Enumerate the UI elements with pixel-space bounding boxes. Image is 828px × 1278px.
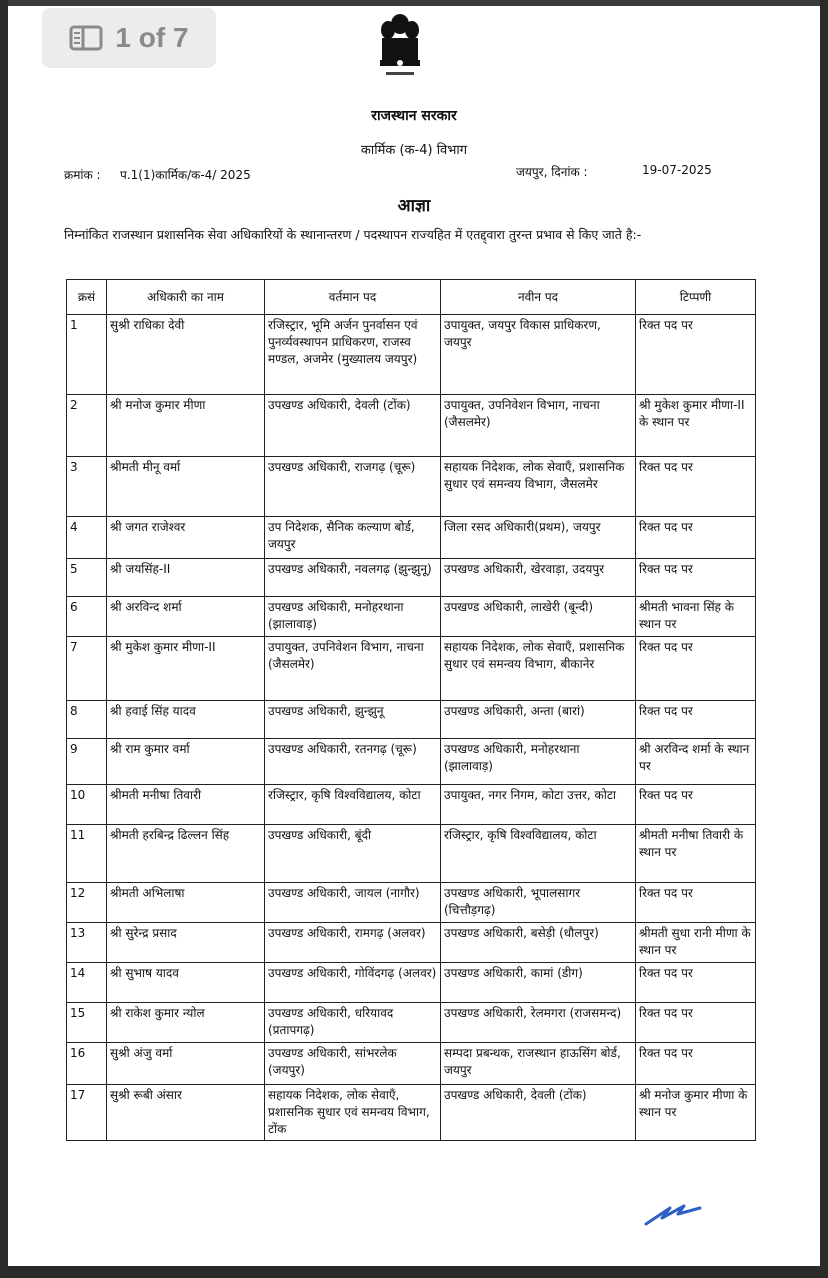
table-row [67, 1003, 756, 1043]
cell-new-post: उपायुक्त, जयपुर विकास प्राधिकरण, जयपुर [441, 315, 636, 395]
cell-serial: 3 [67, 457, 107, 517]
cell-new-post: उपखण्ड अधिकारी, रेलमगरा (राजसमन्द) [441, 1003, 636, 1043]
cell-officer-name: श्रीमती हरबिन्द्र ढिल्लन सिंह [107, 825, 265, 883]
table-row [67, 517, 756, 559]
cell-serial: 6 [67, 597, 107, 637]
table-row [67, 597, 756, 637]
cell-officer-name: श्री जगत राजेश्वर [107, 517, 265, 559]
table-row [67, 785, 756, 825]
cell-current-post: उपखण्ड अधिकारी, रतनगढ़ (चूरू) [265, 739, 441, 785]
transfer-table [66, 279, 756, 1141]
cell-current-post: रजिस्ट्रार, कृषि विश्वविद्यालय, कोटा [265, 785, 441, 825]
cell-remarks: रिक्त पद पर [636, 315, 756, 395]
cell-officer-name: श्री हवाई सिंह यादव [107, 701, 265, 739]
cell-current-post: सहायक निदेशक, लोक सेवाएँ, प्रशासनिक सुधार एवं समन्वय विभाग, टोंक [265, 1085, 441, 1141]
cell-current-post: उपखण्ड अधिकारी, जायल (नागौर) [265, 883, 441, 923]
cell-serial: 14 [67, 963, 107, 1003]
place-date-label: जयपुर, दिनांक : [516, 165, 588, 179]
cell-current-post: उपखण्ड अधिकारी, धरियावद (प्रतापगढ़) [265, 1003, 441, 1043]
cell-current-post: उपखण्ड अधिकारी, गोविंदगढ़ (अलवर) [265, 963, 441, 1003]
cell-current-post: उपखण्ड अधिकारी, रामगढ़ (अलवर) [265, 923, 441, 963]
table-header-row [67, 280, 756, 315]
cell-current-post: उपखण्ड अधिकारी, मनोहरथाना (झालावाड़) [265, 597, 441, 637]
cell-serial: 4 [67, 517, 107, 559]
table-row [67, 701, 756, 739]
book-icon [69, 25, 103, 51]
header-serial: क्रसं [67, 280, 107, 315]
cell-officer-name: श्रीमती मीनू वर्मा [107, 457, 265, 517]
cell-serial: 2 [67, 395, 107, 457]
cell-new-post: सहायक निदेशक, लोक सेवाएँ, प्रशासनिक सुधार एवं समन्वय विभाग, जैसलमेर [441, 457, 636, 517]
cell-new-post: उपायुक्त, उपनिवेशन विभाग, नाचना (जैसलमेर) [441, 395, 636, 457]
viewer-top-strip [8, 0, 820, 6]
government-title: राजस्थान सरकार [371, 108, 457, 124]
cell-new-post: जिला रसद अधिकारी(प्रथम), जयपुर [441, 517, 636, 559]
cell-serial: 15 [67, 1003, 107, 1043]
cell-new-post: उपायुक्त, नगर निगम, कोटा उत्तर, कोटा [441, 785, 636, 825]
cell-remarks: रिक्त पद पर [636, 785, 756, 825]
cell-serial: 9 [67, 739, 107, 785]
cell-remarks: रिक्त पद पर [636, 1043, 756, 1085]
cell-new-post: उपखण्ड अधिकारी, लाखेरी (बून्दी) [441, 597, 636, 637]
state-emblem-icon [374, 10, 426, 82]
cell-new-post: उपखण्ड अधिकारी, अन्ता (बारां) [441, 701, 636, 739]
cell-remarks: श्री मनोज कुमार मीणा के स्थान पर [636, 1085, 756, 1141]
cell-serial: 10 [67, 785, 107, 825]
table-row [67, 825, 756, 883]
table-row [67, 1043, 756, 1085]
cell-remarks: रिक्त पद पर [636, 457, 756, 517]
header-remarks: टिप्पणी [636, 280, 756, 315]
cell-current-post: उपखण्ड अधिकारी, देवली (टोंक) [265, 395, 441, 457]
cell-remarks: रिक्त पद पर [636, 883, 756, 923]
table-row [67, 923, 756, 963]
cell-officer-name: श्रीमती मनीषा तिवारी [107, 785, 265, 825]
intro-text: निम्नांकित राजस्थान प्रशासनिक सेवा अधिकारियों के स्थानान्तरण / पदस्थापन राज्यहित में एतद्द्वारा तुरन्त प्रभाव से किए जाते है:- [64, 227, 642, 242]
cell-remarks: श्री अरविन्द शर्मा के स्थान पर [636, 739, 756, 785]
cell-officer-name: श्री मुकेश कुमार मीणा-II [107, 637, 265, 701]
cell-remarks: श्रीमती भावना सिंह के स्थान पर [636, 597, 756, 637]
table-row [67, 637, 756, 701]
cell-current-post: उपखण्ड अधिकारी, राजगढ़ (चूरू) [265, 457, 441, 517]
page-indicator[interactable] [42, 8, 216, 68]
cell-officer-name: श्री राकेश कुमार न्योल [107, 1003, 265, 1043]
viewer-bottom-strip [8, 1266, 820, 1278]
table-row [67, 883, 756, 923]
cell-officer-name: श्रीमती अभिलाषा [107, 883, 265, 923]
cell-current-post: उपखण्ड अधिकारी, सांभरलेक (जयपुर) [265, 1043, 441, 1085]
cell-current-post: उपखण्ड अधिकारी, नवलगढ़ (झुन्झुनू) [265, 559, 441, 597]
cell-current-post: उप निदेशक, सैनिक कल्याण बोर्ड, जयपुर [265, 517, 441, 559]
cell-new-post: सम्पदा प्रबन्धक, राजस्थान हाऊसिंग बोर्ड, जयपुर [441, 1043, 636, 1085]
table-row [67, 559, 756, 597]
header-current-post: वर्तमान पद [265, 280, 441, 315]
cell-serial: 16 [67, 1043, 107, 1085]
cell-remarks: श्रीमती सुधा रानी मीणा के स्थान पर [636, 923, 756, 963]
cell-serial: 1 [67, 315, 107, 395]
cell-serial: 13 [67, 923, 107, 963]
cell-current-post: उपायुक्त, उपनिवेशन विभाग, नाचना (जैसलमेर) [265, 637, 441, 701]
header-new-post: नवीन पद [441, 280, 636, 315]
cell-current-post: उपखण्ड अधिकारी, झुन्झुनू [265, 701, 441, 739]
department-title: कार्मिक (क-4) विभाग [360, 143, 468, 158]
cell-officer-name: सुश्री अंजु वर्मा [107, 1043, 265, 1085]
cell-new-post: उपखण्ड अधिकारी, कामां (डीग) [441, 963, 636, 1003]
table-row [67, 1085, 756, 1141]
signature-mark [640, 1188, 710, 1228]
cell-serial: 5 [67, 559, 107, 597]
cell-serial: 11 [67, 825, 107, 883]
header-officer-name: अधिकारी का नाम [107, 280, 265, 315]
cell-serial: 17 [67, 1085, 107, 1141]
page-indicator-label: 1 of 7 [115, 22, 189, 53]
table-row [67, 395, 756, 457]
cell-serial: 7 [67, 637, 107, 701]
order-date: 19-07-2025 [642, 163, 712, 177]
reference-label: क्रमांक : [64, 168, 101, 182]
cell-new-post: उपखण्ड अधिकारी, मनोहरथाना (झालावाड़) [441, 739, 636, 785]
cell-officer-name: श्री सुभाष यादव [107, 963, 265, 1003]
cell-serial: 8 [67, 701, 107, 739]
cell-new-post: उपखण्ड अधिकारी, बसेड़ी (धौलपुर) [441, 923, 636, 963]
cell-remarks: रिक्त पद पर [636, 963, 756, 1003]
cell-officer-name: सुश्री रूबी अंसार [107, 1085, 265, 1141]
reference-number: प.1(1)कार्मिक/क-4/ 2025 [120, 168, 251, 182]
cell-officer-name: श्री मनोज कुमार मीणा [107, 395, 265, 457]
table-row [67, 963, 756, 1003]
order-title: आज्ञा [397, 196, 431, 216]
viewer-frame-right [820, 0, 828, 1278]
cell-officer-name: श्री जयसिंह-II [107, 559, 265, 597]
cell-officer-name: सुश्री राधिका देवी [107, 315, 265, 395]
cell-remarks: श्रीमती मनीषा तिवारी के स्थान पर [636, 825, 756, 883]
cell-new-post: उपखण्ड अधिकारी, देवली (टोंक) [441, 1085, 636, 1141]
cell-remarks: श्री मुकेश कुमार मीणा-II के स्थान पर [636, 395, 756, 457]
cell-remarks: रिक्त पद पर [636, 559, 756, 597]
cell-serial: 12 [67, 883, 107, 923]
cell-new-post: उपखण्ड अधिकारी, भूपालसागर (चित्तौड़गढ़) [441, 883, 636, 923]
cell-current-post: उपखण्ड अधिकारी, बूंदी [265, 825, 441, 883]
cell-officer-name: श्री राम कुमार वर्मा [107, 739, 265, 785]
cell-new-post: रजिस्ट्रार, कृषि विश्वविद्यालय, कोटा [441, 825, 636, 883]
cell-officer-name: श्री अरविन्द शर्मा [107, 597, 265, 637]
table-row [67, 315, 756, 395]
cell-remarks: रिक्त पद पर [636, 701, 756, 739]
table-row [67, 457, 756, 517]
cell-remarks: रिक्त पद पर [636, 1003, 756, 1043]
cell-remarks: रिक्त पद पर [636, 637, 756, 701]
viewer-frame-left [0, 0, 8, 1278]
cell-new-post: उपखण्ड अधिकारी, खेरवाड़ा, उदयपुर [441, 559, 636, 597]
table-row [67, 739, 756, 785]
cell-remarks: रिक्त पद पर [636, 517, 756, 559]
cell-officer-name: श्री सुरेन्द्र प्रसाद [107, 923, 265, 963]
cell-current-post: रजिस्ट्रार, भूमि अर्जन पुनर्वासन एवं पुनर्व्यवस्थापन प्राधिकरण, राजस्व मण्डल, अजमेर (मुख्यालय जयपुर) [265, 315, 441, 395]
cell-new-post: सहायक निदेशक, लोक सेवाएँ, प्रशासनिक सुधार एवं समन्वय विभाग, बीकानेर [441, 637, 636, 701]
